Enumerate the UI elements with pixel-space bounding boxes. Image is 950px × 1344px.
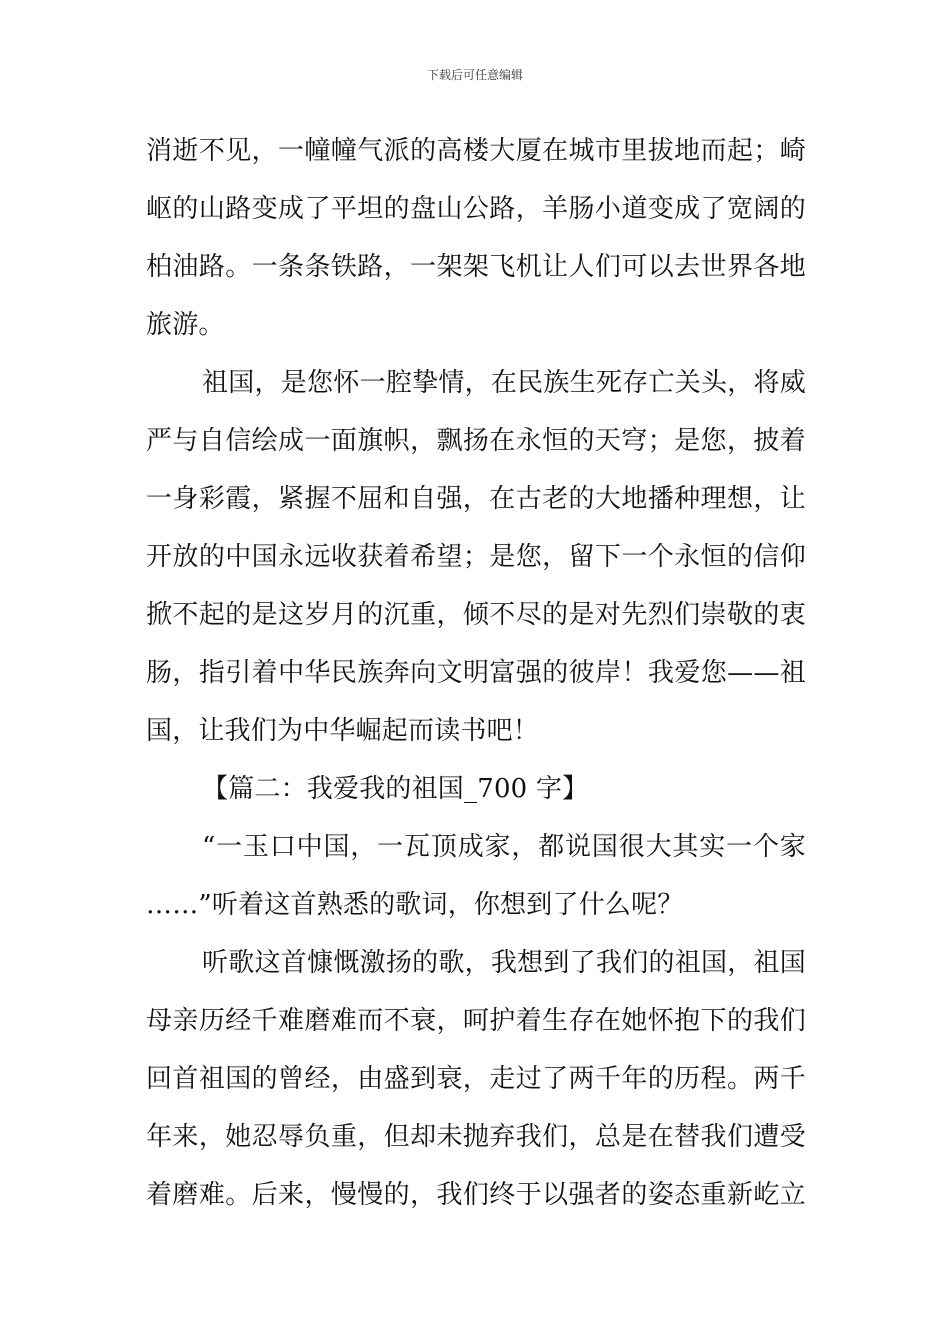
text-line: 母亲历经千难磨难而不衰，呵护着生存在她怀抱下的我们 — [146, 1006, 806, 1036]
page-header-note: 下载后可任意编辑 — [426, 68, 523, 82]
paragraph-start-line: “一玉口中国，一瓦顶成家，都说国很大其实一个家 — [202, 832, 806, 862]
text-line: 岖的山路变成了平坦的盘山公路，羊肠小道变成了宽阔的 — [146, 194, 806, 224]
text-line: 掀不起的是这岁月的沉重，倾不尽的是对先烈们崇敬的衷 — [146, 600, 806, 630]
text-line: 年来，她忍辱负重，但却未抛弃我们，总是在替我们遭受 — [146, 1122, 806, 1152]
text-line: 回首祖国的曾经，由盛到衰，走过了两千年的历程。两千 — [146, 1064, 806, 1094]
text-line: 肠，指引着中华民族奔向文明富强的彼岸！我爱您——祖 — [146, 658, 806, 688]
text-line: 国，让我们为中华崛起而读书吧！ — [146, 716, 540, 746]
text-line: 一身彩霞，紧握不屈和自强，在古老的大地播种理想，让 — [146, 484, 806, 514]
paragraph-start-line: 祖国，是您怀一腔挚情，在民族生死存亡关头，将威 — [202, 368, 806, 398]
text-line: 着磨难。后来，慢慢的，我们终于以强者的姿态重新屹立 — [146, 1180, 806, 1210]
text-line: 旅游。 — [146, 310, 225, 340]
text-line: 柏油路。一条条铁路，一架架飞机让人们可以去世界各地 — [146, 252, 806, 282]
paragraph-start-line: 听歌这首慷慨激扬的歌，我想到了我们的祖国，祖国 — [202, 948, 806, 978]
text-line: 严与自信绘成一面旗帜，飘扬在永恒的天穹；是您，披着 — [146, 426, 806, 456]
text-line: 开放的中国永远收获着希望；是您，留下一个永恒的信仰 — [146, 542, 806, 572]
body-text — [146, 122, 806, 1224]
text-line: 消逝不见，一幢幢气派的高楼大厦在城市里拔地而起；崎 — [146, 136, 806, 166]
text-line: ……”听着这首熟悉的歌词，你想到了什么呢？ — [146, 890, 684, 920]
section-heading: 【篇二：我爱我的祖国_700 字】 — [202, 774, 589, 804]
